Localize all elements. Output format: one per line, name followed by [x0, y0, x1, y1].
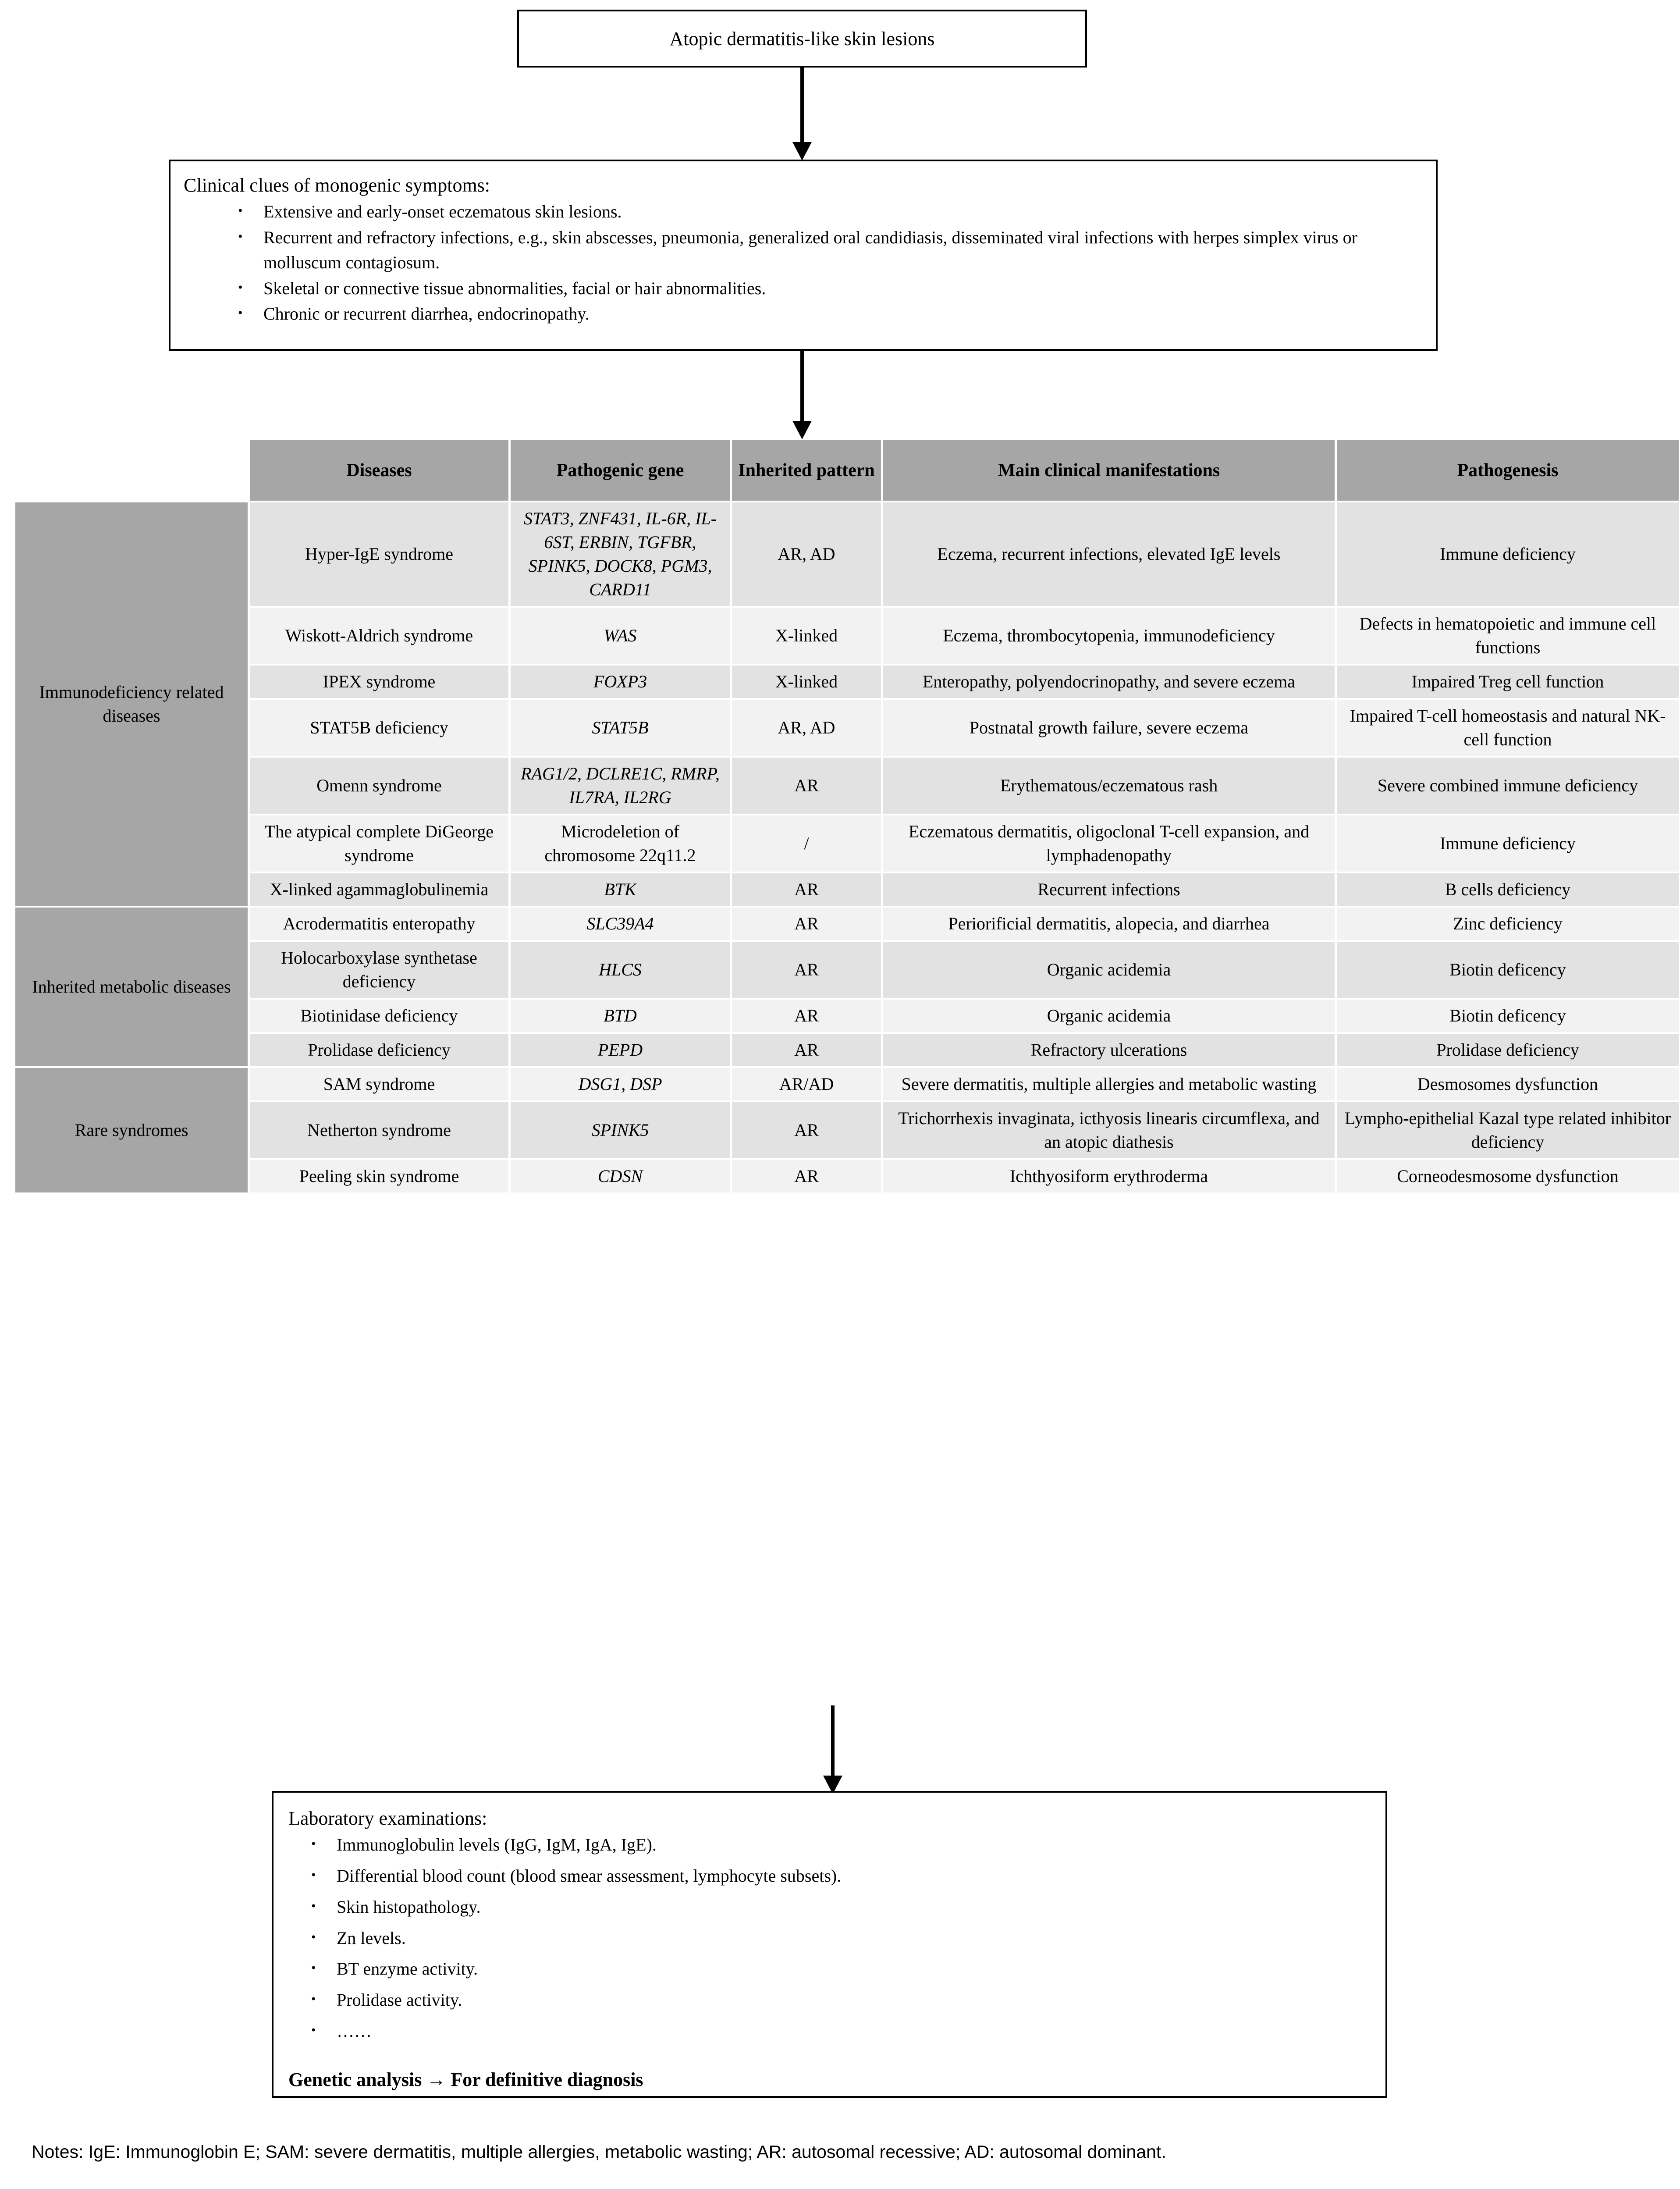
list-item: • Prolidase activity. [288, 1988, 1371, 2013]
column-header-pathogenesis: Pathogenesis [1337, 440, 1679, 501]
clinical-clues-heading: Clinical clues of monogenic symptoms: [184, 174, 490, 196]
pattern-cell: AR [732, 1160, 881, 1192]
pathogenesis-cell: Biotin deficency [1337, 1000, 1679, 1032]
gene-cell: STAT5B [511, 700, 730, 756]
clinical-clues-box [169, 160, 1438, 351]
gene-cell: FOXP3 [511, 666, 730, 698]
notes-text: Notes: IgE: Immunoglobin E; SAM: severe dermatitis, multiple allergies, metabolic wasting; AR: autosomal recessive; AD: autosomal dominant. [32, 2142, 1166, 2162]
pattern-cell: AR, AD [732, 700, 881, 756]
table-header-row [15, 440, 1679, 501]
pattern-cell: X-linked [732, 608, 881, 664]
pattern-cell: X-linked [732, 666, 881, 698]
pathogenesis-cell: Impaired T-cell homeostasis and natural NK-cell function [1337, 700, 1679, 756]
disease-cell: SAM syndrome [250, 1068, 508, 1100]
disease-cell: Wiskott-Aldrich syndrome [250, 608, 508, 664]
pathogenesis-cell: Immune deficiency [1337, 815, 1679, 872]
list-item: • Zn levels. [288, 1926, 1371, 1951]
pattern-cell: AR [732, 1000, 881, 1032]
table-row [15, 758, 1679, 814]
manifestations-cell: Postnatal growth failure, severe eczema [883, 700, 1335, 756]
list-item: • Differential blood count (blood smear assessment, lymphocyte subsets). [288, 1864, 1371, 1889]
atopic-dermatitis-box [517, 10, 1087, 68]
disease-cell: IPEX syndrome [250, 666, 508, 698]
gene-cell: DSG1, DSP [511, 1068, 730, 1100]
table-row [15, 1102, 1679, 1158]
pattern-cell: AR [732, 942, 881, 998]
table-row [15, 666, 1679, 698]
table-row [15, 502, 1679, 606]
gene-cell: BTD [511, 1000, 730, 1032]
table-row [15, 942, 1679, 998]
table-row [15, 1000, 1679, 1032]
table-row [15, 908, 1679, 940]
gene-cell: WAS [511, 608, 730, 664]
pathogenesis-cell: Biotin deficency [1337, 942, 1679, 998]
list-item: • Skin histopathology. [288, 1895, 1371, 1920]
pathogenesis-cell: Prolidase deficiency [1337, 1034, 1679, 1066]
pathogenesis-cell: Lympho-epithelial Kazal type related inhibitor deficiency [1337, 1102, 1679, 1158]
column-header-spacer [15, 440, 248, 501]
list-item: • BT enzyme activity. [288, 1957, 1371, 1982]
category-label-0: Immunodeficiency related diseases [15, 502, 248, 906]
list-item: • Extensive and early-onset eczematous skin lesions. [184, 199, 1423, 224]
manifestations-cell: Enteropathy, polyendocrinopathy, and severe eczema [883, 666, 1335, 698]
pathogenesis-cell: B cells deficiency [1337, 873, 1679, 906]
pattern-cell: AR [732, 1034, 881, 1066]
table-row [15, 700, 1679, 756]
monogenic-diseases-table [13, 438, 1680, 1194]
pathogenesis-cell: Impaired Treg cell function [1337, 666, 1679, 698]
column-header-main-clinical-manifestations: Main clinical manifestations [883, 440, 1335, 501]
pattern-cell: AR [732, 758, 881, 814]
gene-cell: STAT3, ZNF431, IL-6R, IL-6ST, ERBIN, TGFBR, SPINK5, DOCK8, PGM3, CARD11 [511, 502, 730, 606]
gene-cell: RAG1/2, DCLRE1C, RMRP, IL7RA, IL2RG [511, 758, 730, 814]
gene-cell: CDSN [511, 1160, 730, 1192]
manifestations-cell: Severe dermatitis, multiple allergies and metabolic wasting [883, 1068, 1335, 1100]
category-label-2: Rare syndromes [15, 1068, 248, 1192]
disease-cell: Holocarboxylase synthetase deficiency [250, 942, 508, 998]
disease-cell: X-linked agammaglobulinemia [250, 873, 508, 906]
table-row [15, 1160, 1679, 1192]
pattern-cell: / [732, 815, 881, 872]
disease-cell: Prolidase deficiency [250, 1034, 508, 1066]
pathogenesis-cell: Desmosomes dysfunction [1337, 1068, 1679, 1100]
genetic-analysis-footer: Genetic analysis → For definitive diagnosis [288, 2068, 643, 2090]
table-row [15, 608, 1679, 664]
manifestations-cell: Recurrent infections [883, 873, 1335, 906]
pattern-cell: AR, AD [732, 502, 881, 606]
table-row [15, 873, 1679, 906]
list-item: • Skeletal or connective tissue abnormalities, facial or hair abnormalities. [184, 276, 1423, 301]
disease-cell: Biotinidase deficiency [250, 1000, 508, 1032]
manifestations-cell: Eczematous dermatitis, oligoclonal T-cell expansion, and lymphadenopathy [883, 815, 1335, 872]
column-header-diseases: Diseases [250, 440, 508, 501]
disease-cell: Acrodermatitis enteropathy [250, 908, 508, 940]
manifestations-cell: Eczema, recurrent infections, elevated IgE levels [883, 502, 1335, 606]
pattern-cell: AR [732, 873, 881, 906]
pattern-cell: AR [732, 1102, 881, 1158]
pathogenesis-cell: Corneodesmosome dysfunction [1337, 1160, 1679, 1192]
column-header-pathogenic-gene: Pathogenic gene [511, 440, 730, 501]
atopic-dermatitis-title: Atopic dermatitis-like skin lesions [669, 28, 935, 50]
disease-cell: Omenn syndrome [250, 758, 508, 814]
laboratory-examinations-box [272, 1791, 1387, 2098]
laboratory-examinations-list [288, 1833, 1371, 2044]
gene-cell: SLC39A4 [511, 908, 730, 940]
laboratory-examinations-heading: Laboratory examinations: [288, 1808, 487, 1829]
pattern-cell: AR/AD [732, 1068, 881, 1100]
list-item: • Immunoglobulin levels (IgG, IgM, IgA, IgE). [288, 1833, 1371, 1858]
disease-cell: STAT5B deficiency [250, 700, 508, 756]
gene-cell: PEPD [511, 1034, 730, 1066]
gene-cell: Microdeletion of chromosome 22q11.2 [511, 815, 730, 872]
manifestations-cell: Trichorrhexis invaginata, icthyosis linearis circumflexa, and an atopic diathesis [883, 1102, 1335, 1158]
manifestations-cell: Erythematous/eczematous rash [883, 758, 1335, 814]
table-header [15, 440, 1679, 501]
pathogenesis-cell: Zinc deficiency [1337, 908, 1679, 940]
manifestations-cell: Organic acidemia [883, 1000, 1335, 1032]
list-item: • …… [288, 2019, 1371, 2044]
list-item: • Recurrent and refractory infections, e.g., skin abscesses, pneumonia, generalized oral candidiasis, disseminated viral infections with herpes simplex virus or molluscum contagiosum. [184, 225, 1423, 275]
table-row [15, 1068, 1679, 1100]
clinical-clues-list [184, 199, 1423, 327]
gene-cell: HLCS [511, 942, 730, 998]
manifestations-cell: Organic acidemia [883, 942, 1335, 998]
manifestations-cell: Eczema, thrombocytopenia, immunodeficiency [883, 608, 1335, 664]
manifestations-cell: Periorificial dermatitis, alopecia, and diarrhea [883, 908, 1335, 940]
table-row [15, 815, 1679, 872]
category-label-1: Inherited metabolic diseases [15, 908, 248, 1066]
gene-cell: SPINK5 [511, 1102, 730, 1158]
disease-cell: The atypical complete DiGeorge syndrome [250, 815, 508, 872]
manifestations-cell: Ichthyosiform erythroderma [883, 1160, 1335, 1192]
list-item: • Chronic or recurrent diarrhea, endocrinopathy. [184, 302, 1423, 327]
manifestations-cell: Refractory ulcerations [883, 1034, 1335, 1066]
disease-cell: Hyper-IgE syndrome [250, 502, 508, 606]
column-header-inherited-pattern: Inherited pattern [732, 440, 881, 501]
disease-cell: Peeling skin syndrome [250, 1160, 508, 1192]
table-body [15, 502, 1679, 1192]
gene-cell: BTK [511, 873, 730, 906]
table-row [15, 1034, 1679, 1066]
pathogenesis-cell: Severe combined immune deficiency [1337, 758, 1679, 814]
disease-cell: Netherton syndrome [250, 1102, 508, 1158]
pattern-cell: AR [732, 908, 881, 940]
pathogenesis-cell: Defects in hematopoietic and immune cell functions [1337, 608, 1679, 664]
pathogenesis-cell: Immune deficiency [1337, 502, 1679, 606]
